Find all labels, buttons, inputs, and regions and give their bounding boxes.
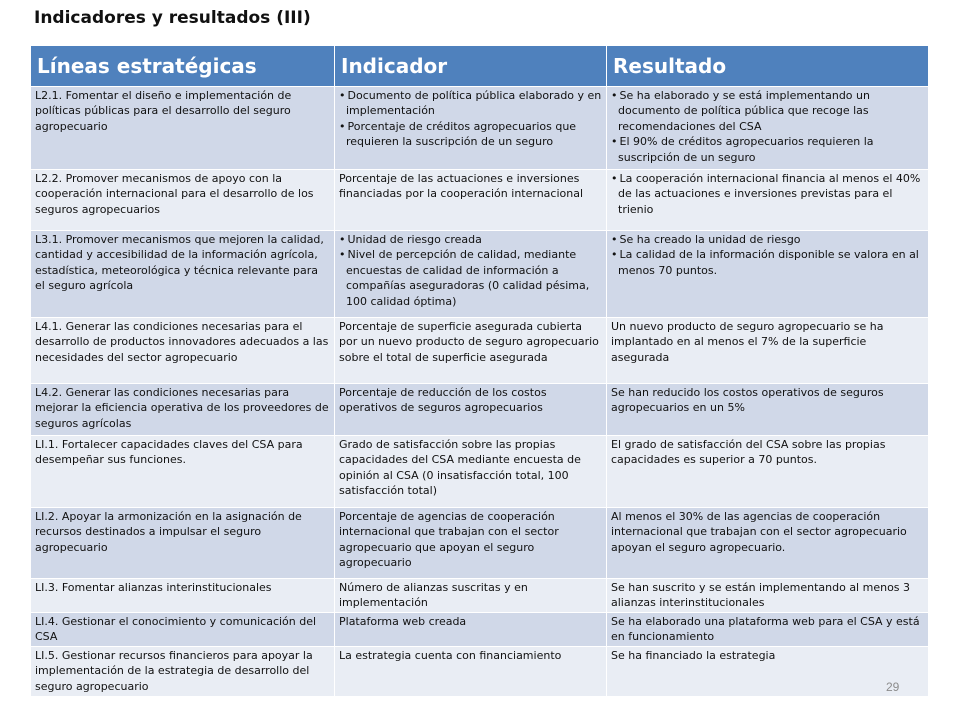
cell-linea: L2.1. Fomentar el diseño e implementación de políticas públicas para el desarrollo del seguro agropecuario [31, 87, 335, 170]
resultado-list [611, 232, 924, 278]
cell-linea: LI.1. Fortalecer capacidades claves del CSA para desempeñar sus funciones. [31, 436, 335, 508]
table-header-row [31, 46, 929, 87]
cell-linea: LI.2. Apoyar la armonización en la asignación de recursos destinados a impulsar el seguro agropecuario [31, 508, 335, 579]
cell-resultado [607, 231, 929, 318]
cell-linea: LI.5. Gestionar recursos financieros para apoyar la implementación de la estrategia de desarrollo del seguro agropecuario [31, 647, 335, 697]
cell-indicador: Porcentaje de agencias de cooperación internacional que trabajan con el sector agropecuario que apoyan el seguro agropecuario [335, 508, 607, 579]
table-row [31, 579, 929, 613]
cell-indicador: Porcentaje de reducción de los costos operativos de seguros agropecuarios [335, 384, 607, 436]
cell-indicador: Plataforma web creada [335, 613, 607, 647]
header-indicador: Indicador [335, 46, 607, 87]
cell-resultado [607, 170, 929, 231]
bullet-item: • La calidad de la información disponible se valora en al menos 70 puntos. [611, 247, 924, 278]
cell-resultado: Se han reducido los costos operativos de seguros agropecuarios en un 5% [607, 384, 929, 436]
table-row [31, 508, 929, 579]
slide-title: Indicadores y resultados (III) [34, 8, 311, 28]
indicators-table [30, 45, 929, 697]
cell-indicador [335, 231, 607, 318]
table-row [31, 170, 929, 231]
table-row [31, 384, 929, 436]
cell-linea: LI.4. Gestionar el conocimiento y comunicación del CSA [31, 613, 335, 647]
table-body [31, 87, 929, 697]
bullet-item: • El 90% de créditos agropecuarios requieren la suscripción de un seguro [611, 134, 924, 165]
cell-resultado: Se ha financiado la estrategia [607, 647, 929, 697]
table-row [31, 231, 929, 318]
cell-linea: L4.1. Generar las condiciones necesarias para el desarrollo de productos innovadores adecuados a las necesidades del sector agropecuario [31, 318, 335, 384]
header-lineas: Líneas estratégicas [31, 46, 335, 87]
cell-linea: L4.2. Generar las condiciones necesarias para mejorar la eficiencia operativa de los proveedores de seguros agrícolas [31, 384, 335, 436]
cell-indicador: Grado de satisfacción sobre las propias capacidades del CSA mediante encuesta de opinión al CSA (0 insatisfacción total, 100 satisfacción total) [335, 436, 607, 508]
bullet-item: • Nivel de percepción de calidad, mediante encuestas de calidad de información a compañías aseguradoras (0 calidad pésima, 100 calidad óptima) [339, 247, 602, 309]
page-number: 29 [886, 680, 900, 694]
resultado-list [611, 171, 924, 217]
indicador-list [339, 232, 602, 309]
bullet-item: • La cooperación internacional financia al menos el 40% de las actuaciones e inversiones previstas para el trienio [611, 171, 924, 217]
table-row [31, 87, 929, 170]
cell-resultado: Un nuevo producto de seguro agropecuario se ha implantado en al menos el 7% de la superficie asegurada [607, 318, 929, 384]
cell-indicador: Porcentaje de las actuaciones e inversiones financiadas por la cooperación internacional [335, 170, 607, 231]
table-row [31, 647, 929, 697]
bullet-item: • Unidad de riesgo creada [339, 232, 602, 247]
cell-resultado: Al menos el 30% de las agencias de cooperación internacional que trabajan con el sector agropecuario apoyan el seguro agropecuario. [607, 508, 929, 579]
cell-resultado: El grado de satisfacción del CSA sobre las propias capacidades es superior a 70 puntos. [607, 436, 929, 508]
bullet-item: • Documento de política pública elaborado y en implementación [339, 88, 602, 119]
cell-linea: L3.1. Promover mecanismos que mejoren la calidad, cantidad y accesibilidad de la información agrícola, estadística, meteorológica y técnica relevante para el seguro agrícola [31, 231, 335, 318]
cell-resultado [607, 87, 929, 170]
cell-resultado: Se ha elaborado una plataforma web para el CSA y está en funcionamiento [607, 613, 929, 647]
cell-linea: LI.3. Fomentar alianzas interinstitucionales [31, 579, 335, 613]
indicador-list [339, 88, 602, 150]
table-row [31, 613, 929, 647]
cell-indicador: La estrategia cuenta con financiamiento [335, 647, 607, 697]
header-resultado: Resultado [607, 46, 929, 87]
cell-linea: L2.2. Promover mecanismos de apoyo con la cooperación internacional para el desarrollo de los seguros agropecuarios [31, 170, 335, 231]
cell-indicador [335, 87, 607, 170]
cell-indicador: Porcentaje de superficie asegurada cubierta por un nuevo producto de seguro agropecuario sobre el total de superficie asegurada [335, 318, 607, 384]
cell-indicador: Número de alianzas suscritas y en implementación [335, 579, 607, 613]
table-row [31, 318, 929, 384]
bullet-item: • Porcentaje de créditos agropecuarios que requieren la suscripción de un seguro [339, 119, 602, 150]
resultado-list [611, 88, 924, 165]
bullet-item: • Se ha creado la unidad de riesgo [611, 232, 924, 247]
cell-resultado: Se han suscrito y se están implementando al menos 3 alianzas interinstitucionales [607, 579, 929, 613]
table-row [31, 436, 929, 508]
bullet-item: • Se ha elaborado y se está implementando un documento de política pública que recoge las recomendaciones del CSA [611, 88, 924, 134]
